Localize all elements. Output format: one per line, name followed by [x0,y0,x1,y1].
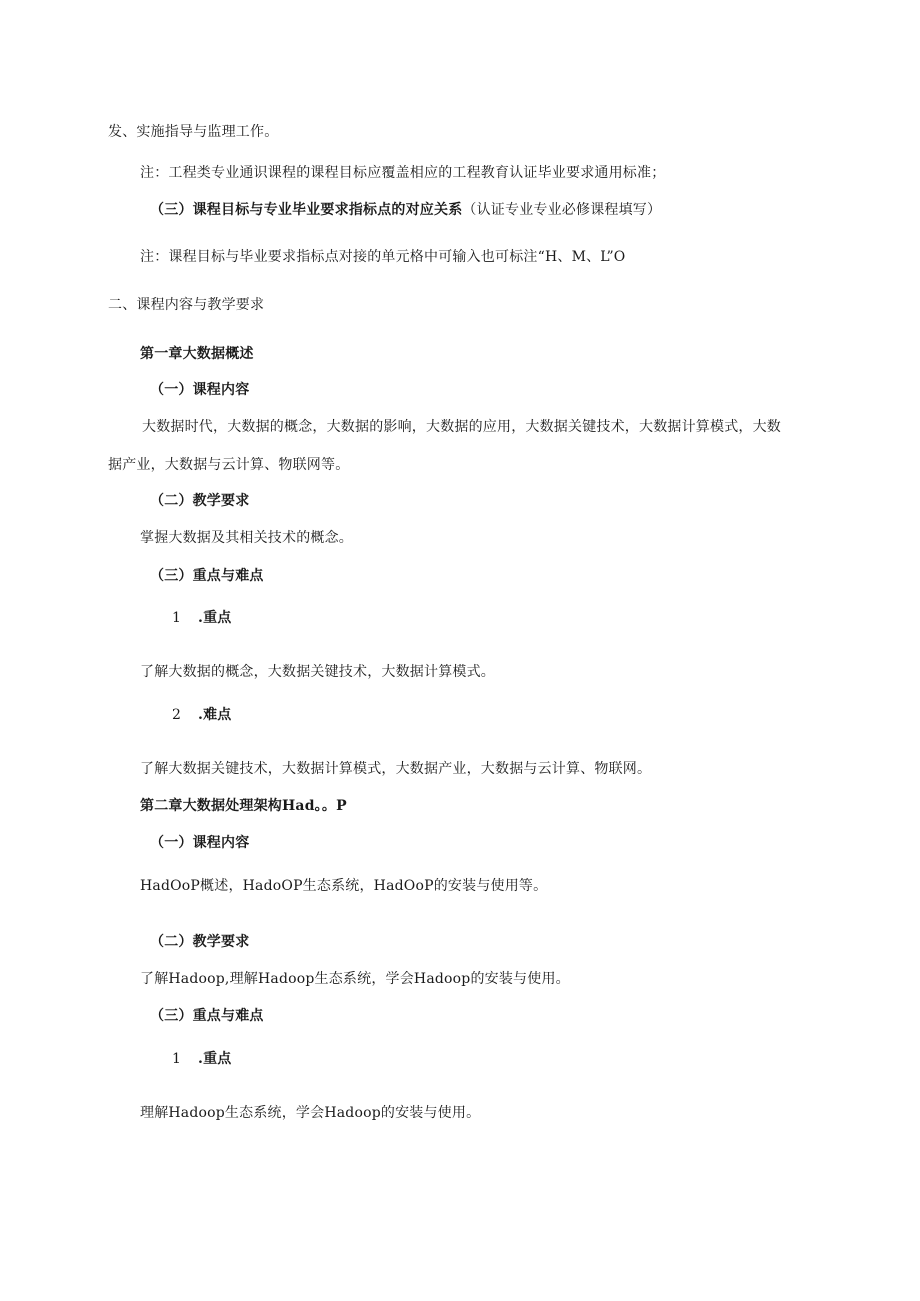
chapter-2-content-text: HadOoP概述，HadoOP生态系统，HadOoP的安装与使用等。 [140,878,548,894]
section-heading-note: （认证专业专业必修课程填写） [462,202,662,218]
chapter-1-requirements-text: 掌握大数据及其相关技术的概念。 [140,530,353,546]
chapter-1-content-heading: （一）课程内容 [150,382,250,398]
list-label: .重点 [198,1051,232,1067]
note-general-courses: 注：工程类专业通识课程的课程目标应覆盖相应的工程教育认证毕业要求通用标准； [140,165,666,181]
chapter-2-requirements-text: 了解Hadoop,理解Hadoop生态系统，学会Hadoop的安装与使用。 [140,971,570,987]
chapter-2-requirements-heading: （二）教学要求 [150,934,250,950]
chapter-2-content-heading: （一）课程内容 [150,835,250,851]
chapter-1-content-line-1: 大数据时代，大数据的概念，大数据的影响，大数据的应用，大数据关键技术，大数据计算模式，大数 [142,419,781,435]
chapter-1-key-text: 了解大数据的概念，大数据关键技术，大数据计算模式。 [140,664,495,680]
list-number: 1 [172,610,182,626]
chapter-1-requirements-heading: （二）教学要求 [150,493,250,509]
list-label: .难点 [198,707,232,723]
chapter-1-content-line-2: 据产业，大数据与云计算、物联网等。 [108,457,350,473]
chapter-2-key-points-heading: （三）重点与难点 [150,1008,264,1024]
part-two-title: 二、课程内容与教学要求 [108,297,265,313]
chapter-1-title: 第一章大数据概述 [140,346,254,362]
chapter-1-key-points-heading: （三）重点与难点 [150,568,264,584]
list-number: 2 [172,707,182,723]
note-indicator-marking: 注：课程目标与毕业要求指标点对接的单元格中可输入也可标注“H、M、L”O [140,249,626,265]
paragraph-continuation: 发、实施指导与监理工作。 [108,124,279,140]
chapter-1-difficulty-text: 了解大数据关键技术，大数据计算模式，大数据产业，大数据与云计算、物联网。 [140,761,652,777]
section-heading-bold: （三）课程目标与专业毕业要求指标点的对应关系 [150,202,463,218]
chapter-2-key-text: 理解Hadoop生态系统，学会Hadoop的安装与使用。 [140,1105,481,1121]
chapter-1-key-label [172,609,231,627]
chapter-2-title: 第二章大数据处理架构Had。。P [140,798,347,814]
list-number: 1 [172,1051,182,1067]
section-heading-course-objectives-mapping [150,201,661,219]
list-label: .重点 [198,610,232,626]
chapter-2-key-label [172,1050,231,1068]
chapter-1-difficulty-label [172,706,231,724]
